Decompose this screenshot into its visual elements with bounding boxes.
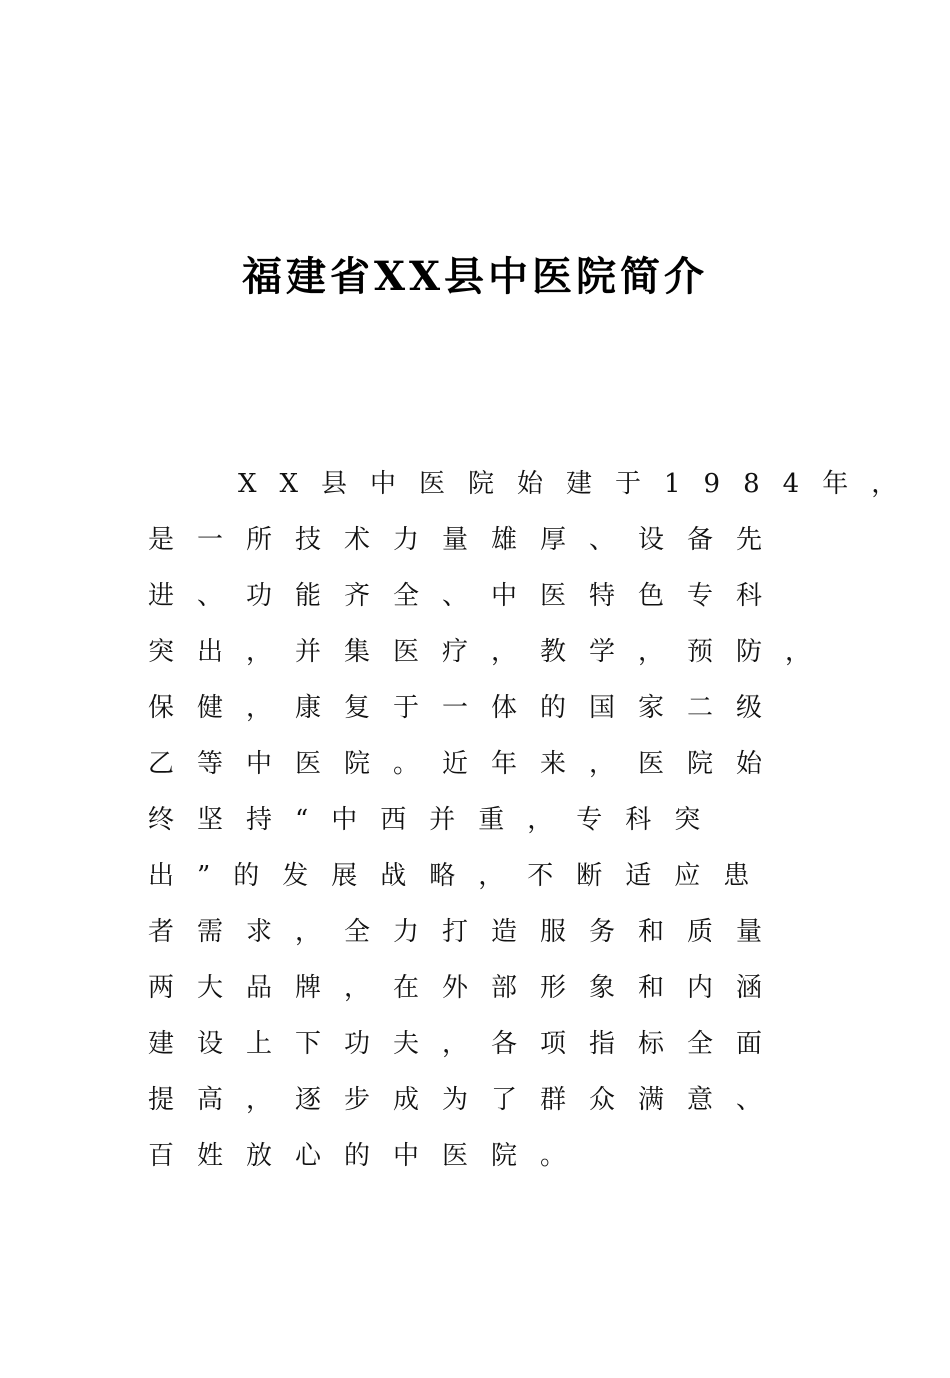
body-line: 出”的发展战略，不断适应患 bbox=[148, 861, 773, 891]
body-line: 建设上下功夫，各项指标全面 bbox=[148, 1029, 786, 1059]
body-line: 乙等中医院。近年来，医院始 bbox=[148, 749, 786, 779]
body-line: 保健，康复于一体的国家二级 bbox=[148, 693, 786, 723]
body-line: XX县中医院始建于1984年， bbox=[238, 469, 921, 499]
body-line: 突出，并集医疗，教学，预防， bbox=[148, 637, 835, 667]
body-line: 百姓放心的中医院。 bbox=[148, 1141, 590, 1171]
body-line: 者需求，全力打造服务和质量 bbox=[148, 917, 786, 947]
document-body bbox=[148, 456, 921, 1184]
body-line: 是一所技术力量雄厚、设备先 bbox=[148, 525, 786, 555]
body-line: 终坚持“中西并重，专科突 bbox=[148, 805, 724, 835]
body-line: 进、功能齐全、中医特色专科 bbox=[148, 581, 786, 611]
body-line: 两大品牌，在外部形象和内涵 bbox=[148, 973, 786, 1003]
body-line: 提高，逐步成为了群众满意、 bbox=[148, 1085, 786, 1115]
document-title: 福建省XX县中医院简介 bbox=[241, 253, 709, 300]
